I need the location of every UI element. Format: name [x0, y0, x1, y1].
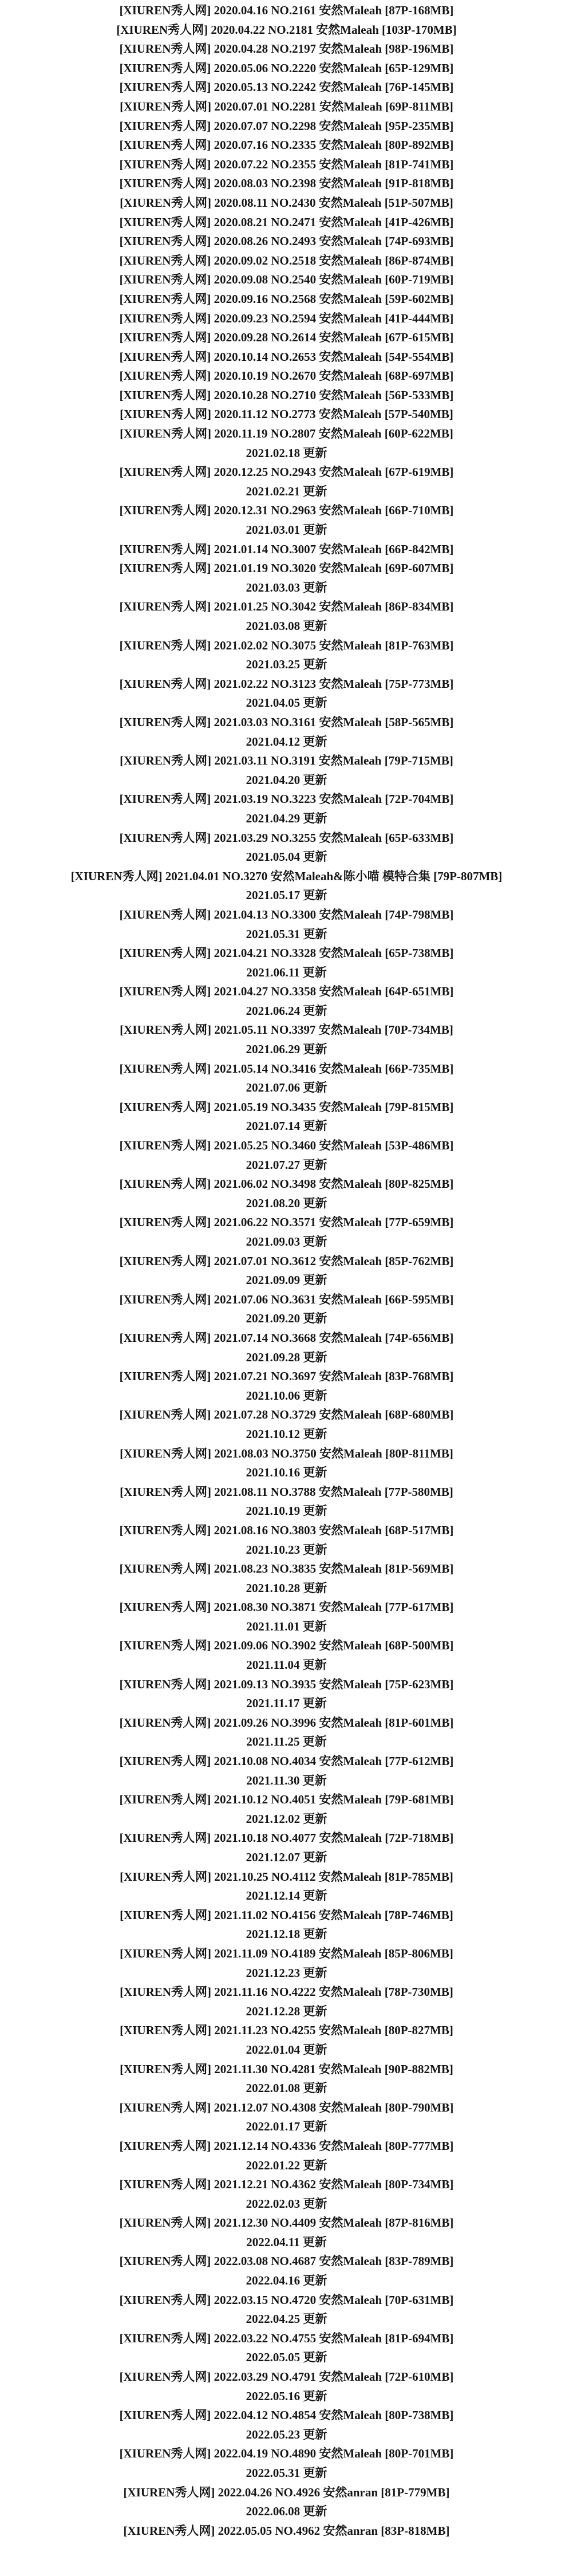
album-entry-line: [XIUREN秀人网] 2022.03.29 NO.4791 安然Maleah [72P-610MB] — [119, 2370, 454, 2384]
album-entry-line: [XIUREN秀人网] 2020.10.19 NO.2670 安然Maleah [68P-697MB] — [119, 369, 454, 383]
update-date-line: 2021.12.28 更新 — [246, 2004, 327, 2018]
album-entry-line: [XIUREN秀人网] 2020.09.23 NO.2594 安然Maleah [41P-444MB] — [119, 311, 454, 325]
update-date-line: 2022.01.22 更新 — [246, 2158, 327, 2172]
album-entry-line: [XIUREN秀人网] 2021.08.16 NO.3803 安然Maleah [68P-517MB] — [119, 1523, 454, 1537]
update-date-line: 2021.11.30 更新 — [246, 1773, 327, 1787]
update-date-line: 2021.03.03 更新 — [246, 580, 327, 594]
album-entry-line: [XIUREN秀人网] 2021.12.07 NO.4308 安然Maleah [80P-790MB] — [119, 2100, 454, 2114]
update-date-line: 2022.01.08 更新 — [246, 2081, 327, 2096]
album-entry-line: [XIUREN秀人网] 2022.04.12 NO.4854 安然Maleah [80P-738MB] — [119, 2408, 454, 2423]
album-entry-line: [XIUREN秀人网] 2022.05.05 NO.4962 安然anran [83P-818MB] — [123, 2523, 450, 2538]
update-date-line: 2021.11.04 更新 — [246, 1658, 327, 1672]
album-entry-line: [XIUREN秀人网] 2021.07.06 NO.3631 安然Maleah [66P-595MB] — [119, 1292, 454, 1306]
update-date-line: 2021.02.21 更新 — [246, 484, 327, 498]
album-entry-line: [XIUREN秀人网] 2021.11.09 NO.4189 安然Maleah [85P-806MB] — [120, 1946, 453, 1960]
update-date-line: 2021.07.06 更新 — [246, 1081, 327, 1095]
update-date-line: 2021.03.08 更新 — [246, 619, 327, 633]
album-entry-line: [XIUREN秀人网] 2021.08.03 NO.3750 安然Maleah [80P-811MB] — [120, 1446, 453, 1460]
update-date-line: 2022.05.23 更新 — [246, 2427, 327, 2441]
album-entry-line: [XIUREN秀人网] 2021.03.19 NO.3223 安然Maleah [72P-704MB] — [119, 792, 454, 806]
album-entry-line: [XIUREN秀人网] 2021.10.08 NO.4034 安然Maleah [77P-612MB] — [119, 1754, 454, 1768]
album-entry-line: [XIUREN秀人网] 2021.05.11 NO.3397 安然Maleah [70P-734MB] — [120, 1023, 453, 1037]
album-entry-line: [XIUREN秀人网] 2020.07.22 NO.2355 安然Maleah [81P-741MB] — [119, 157, 454, 171]
update-date-line: 2021.06.29 更新 — [246, 1042, 327, 1057]
update-date-line: 2021.04.05 更新 — [246, 696, 327, 710]
album-entry-line: [XIUREN秀人网] 2021.03.03 NO.3161 安然Maleah [58P-565MB] — [119, 715, 454, 729]
update-date-line: 2021.11.01 更新 — [246, 1619, 327, 1633]
album-entry-line: [XIUREN秀人网] 2020.07.01 NO.2281 安然Maleah [69P-811MB] — [120, 99, 453, 113]
album-entry-line: [XIUREN秀人网] 2021.04.13 NO.3300 安然Maleah [74P-798MB] — [119, 907, 454, 921]
album-entry-line: [XIUREN秀人网] 2021.11.16 NO.4222 安然Maleah [78P-730MB] — [120, 1985, 453, 1999]
album-entry-line: [XIUREN秀人网] 2021.02.02 NO.3075 安然Maleah [81P-763MB] — [119, 638, 454, 652]
album-entry-line: [XIUREN秀人网] 2021.02.22 NO.3123 安然Maleah [75P-773MB] — [119, 676, 454, 691]
album-entry-line: [XIUREN秀人网] 2021.06.22 NO.3571 安然Maleah [77P-659MB] — [119, 1215, 454, 1230]
album-entry-line: [XIUREN秀人网] 2022.04.26 NO.4926 安然anran [81P-779MB] — [123, 2485, 450, 2499]
update-date-line: 2022.05.16 更新 — [246, 2389, 327, 2403]
album-entry-line: [XIUREN秀人网] 2021.04.27 NO.3358 安然Maleah [64P-651MB] — [119, 984, 454, 999]
album-entry-line: [XIUREN秀人网] 2021.10.25 NO.4112 安然Maleah [81P-785MB] — [120, 1869, 453, 1884]
album-entry-line: [XIUREN秀人网] 2022.03.22 NO.4755 安然Maleah [81P-694MB] — [119, 2331, 454, 2345]
album-entry-line: [XIUREN秀人网] 2020.04.16 NO.2161 安然Maleah [87P-168MB] — [119, 3, 454, 17]
album-entry-line: [XIUREN秀人网] 2020.10.28 NO.2710 安然Maleah [56P-533MB] — [119, 388, 454, 402]
album-entry-line: [XIUREN秀人网] 2020.08.11 NO.2430 安然Maleah [51P-507MB] — [120, 195, 453, 210]
update-date-line: 2022.02.03 更新 — [246, 2196, 327, 2211]
update-date-line: 2022.04.25 更新 — [246, 2312, 327, 2326]
album-entry-line: [XIUREN秀人网] 2021.01.14 NO.3007 安然Maleah [66P-842MB] — [119, 542, 454, 556]
update-date-line: 2021.09.03 更新 — [246, 1235, 327, 1248]
album-entry-line: [XIUREN秀人网] 2021.12.21 NO.4362 安然Maleah [80P-734MB] — [119, 2177, 454, 2192]
update-date-line: 2021.10.23 更新 — [246, 1542, 327, 1557]
album-entry-line: [XIUREN秀人网] 2021.06.02 NO.3498 安然Maleah [80P-825MB] — [119, 1177, 454, 1191]
update-date-line: 2021.07.14 更新 — [246, 1119, 327, 1133]
update-date-line: 2021.12.23 更新 — [246, 1966, 327, 1980]
album-entry-line: [XIUREN秀人网] 2020.12.31 NO.2963 安然Maleah [66P-710MB] — [119, 503, 454, 518]
album-entry-line: [XIUREN秀人网] 2021.08.23 NO.3835 安然Maleah [81P-569MB] — [119, 1562, 454, 1576]
album-entry-line: [XIUREN秀人网] 2021.12.14 NO.4336 安然Maleah [80P-777MB] — [119, 2138, 454, 2153]
update-date-line: 2021.03.25 更新 — [246, 657, 327, 672]
album-entry-line: [XIUREN秀人网] 2020.12.25 NO.2943 安然Maleah [67P-619MB] — [119, 465, 454, 479]
album-entry-line: [XIUREN秀人网] 2021.11.23 NO.4255 安然Maleah [80P-827MB] — [120, 2023, 453, 2038]
update-date-line: 2021.10.06 更新 — [246, 1388, 327, 1403]
album-entry-line: [XIUREN秀人网] 2021.03.29 NO.3255 安然Maleah [65P-633MB] — [119, 830, 454, 845]
update-date-line: 2021.08.20 更新 — [246, 1196, 327, 1210]
update-date-line: 2021.09.28 更新 — [246, 1350, 327, 1364]
update-date-line: 2021.10.19 更新 — [246, 1504, 327, 1518]
album-entry-line: [XIUREN秀人网] 2021.04.01 NO.3270 安然Maleah&陈小喵 模特合集 [79P-807MB] — [70, 869, 503, 883]
album-entry-line: [XIUREN秀人网] 2020.04.22 NO.2181 安然Maleah [103P-170MB] — [116, 22, 457, 37]
album-entry-line: [XIUREN秀人网] 2022.03.15 NO.4720 安然Maleah [70P-631MB] — [119, 2293, 454, 2307]
update-date-line: 2021.12.02 更新 — [246, 1811, 327, 1826]
album-entry-line: [XIUREN秀人网] 2021.05.25 NO.3460 安然Maleah [53P-486MB] — [119, 1139, 454, 1153]
update-date-line: 2022.05.05 更新 — [246, 2350, 327, 2365]
update-date-line: 2022.05.31 更新 — [246, 2466, 327, 2480]
update-date-line: 2021.10.16 更新 — [246, 1466, 327, 1480]
album-entry-line: [XIUREN秀人网] 2021.01.19 NO.3020 安然Maleah [69P-607MB] — [119, 561, 454, 576]
update-date-line: 2021.10.12 更新 — [246, 1427, 327, 1441]
update-date-line: 2021.05.04 更新 — [246, 850, 327, 864]
update-date-line: 2022.06.08 更新 — [246, 2504, 327, 2519]
album-entry-line: [XIUREN秀人网] 2021.09.13 NO.3935 安然Maleah [75P-623MB] — [119, 1677, 454, 1691]
update-date-line: 2022.04.11 更新 — [246, 2235, 327, 2249]
album-entry-line: [XIUREN秀人网] 2021.09.26 NO.3996 安然Maleah [81P-601MB] — [119, 1715, 454, 1730]
update-date-line: 2021.10.28 更新 — [246, 1581, 327, 1595]
album-entry-line: [XIUREN秀人网] 2020.11.19 NO.2807 安然Maleah [60P-622MB] — [120, 427, 453, 441]
update-date-line: 2021.05.31 更新 — [246, 927, 327, 941]
update-date-line: 2022.01.17 更新 — [246, 2120, 327, 2134]
album-entry-line: [XIUREN秀人网] 2021.08.11 NO.3788 安然Maleah [77P-580MB] — [120, 1484, 453, 1499]
update-date-line: 2022.01.04 更新 — [246, 2042, 327, 2057]
update-date-line: 2021.12.18 更新 — [246, 1927, 327, 1941]
album-entry-line: [XIUREN秀人网] 2021.07.01 NO.3612 安然Maleah [85P-762MB] — [119, 1254, 454, 1268]
album-entry-line: [XIUREN秀人网] 2020.07.16 NO.2335 安然Maleah [80P-892MB] — [119, 138, 454, 152]
album-entry-line: [XIUREN秀人网] 2020.08.21 NO.2471 安然Maleah [41P-426MB] — [119, 215, 454, 229]
album-entry-line: [XIUREN秀人网] 2021.11.30 NO.4281 安然Maleah [90P-882MB] — [120, 2062, 453, 2076]
album-entry-line: [XIUREN秀人网] 2021.03.11 NO.3191 安然Maleah [79P-715MB] — [120, 754, 453, 768]
update-date-line: 2021.03.01 更新 — [246, 523, 327, 537]
album-entry-line: [XIUREN秀人网] 2020.04.28 NO.2197 安然Maleah [98P-196MB] — [119, 42, 454, 56]
update-date-line: 2021.11.25 更新 — [246, 1735, 327, 1749]
update-date-line: 2021.02.18 更新 — [246, 446, 327, 460]
album-entry-line: [XIUREN秀人网] 2021.07.21 NO.3697 安然Maleah [83P-768MB] — [119, 1369, 454, 1384]
update-date-line: 2021.06.11 更新 — [246, 965, 327, 979]
album-entry-line: [XIUREN秀人网] 2020.08.03 NO.2398 安然Maleah [91P-818MB] — [119, 176, 454, 191]
album-entry-line: [XIUREN秀人网] 2021.07.28 NO.3729 安然Maleah [68P-680MB] — [119, 1408, 454, 1422]
album-entry-line: [XIUREN秀人网] 2020.11.12 NO.2773 安然Maleah [57P-540MB] — [120, 407, 453, 422]
album-entry-line: [XIUREN秀人网] 2020.09.16 NO.2568 安然Maleah [59P-602MB] — [119, 292, 454, 306]
album-entry-line: [XIUREN秀人网] 2021.07.14 NO.3668 安然Maleah [74P-656MB] — [119, 1330, 454, 1345]
update-date-line: 2021.04.29 更新 — [246, 811, 327, 825]
album-entry-line: [XIUREN秀人网] 2021.09.06 NO.3902 安然Maleah [68P-500MB] — [119, 1638, 454, 1653]
album-entry-line: [XIUREN秀人网] 2021.04.21 NO.3328 安然Maleah [65P-738MB] — [119, 946, 454, 960]
update-date-line: 2021.05.17 更新 — [246, 888, 327, 903]
album-entry-line: [XIUREN秀人网] 2020.09.28 NO.2614 安然Maleah [67P-615MB] — [119, 330, 454, 345]
update-date-line: 2021.07.27 更新 — [246, 1157, 327, 1172]
album-entry-line: [XIUREN秀人网] 2020.09.02 NO.2518 安然Maleah [86P-874MB] — [119, 253, 454, 267]
update-date-line: 2021.09.09 更新 — [246, 1273, 327, 1287]
album-entry-line: [XIUREN秀人网] 2021.05.19 NO.3435 安然Maleah [79P-815MB] — [119, 1100, 454, 1114]
update-date-line: 2021.09.20 更新 — [246, 1311, 327, 1326]
update-date-line: 2021.06.24 更新 — [246, 1003, 327, 1018]
update-date-line: 2021.11.17 更新 — [246, 1696, 327, 1711]
album-entry-line: [XIUREN秀人网] 2021.08.30 NO.3871 安然Maleah [77P-617MB] — [119, 1600, 454, 1614]
update-date-line: 2021.12.14 更新 — [246, 1889, 327, 1903]
album-entry-line: [XIUREN秀人网] 2021.11.02 NO.4156 安然Maleah [78P-746MB] — [120, 1908, 453, 1922]
album-entry-line: [XIUREN秀人网] 2020.05.06 NO.2220 安然Maleah [65P-129MB] — [119, 61, 454, 75]
album-entry-line: [XIUREN秀人网] 2021.10.18 NO.4077 安然Maleah [72P-718MB] — [119, 1831, 454, 1845]
album-entry-line: [XIUREN秀人网] 2020.09.08 NO.2540 安然Maleah [60P-719MB] — [119, 273, 454, 287]
album-entry-line: [XIUREN秀人网] 2020.05.13 NO.2242 安然Maleah [76P-145MB] — [119, 80, 454, 94]
update-date-line: 2021.04.12 更新 — [246, 734, 327, 749]
album-entry-line: [XIUREN秀人网] 2020.10.14 NO.2653 安然Maleah [54P-554MB] — [119, 349, 454, 364]
album-entry-line: [XIUREN秀人网] 2021.10.12 NO.4051 安然Maleah [79P-681MB] — [119, 1793, 454, 1807]
album-entry-line: [XIUREN秀人网] 2020.08.26 NO.2493 安然Maleah [74P-693MB] — [119, 234, 454, 249]
update-date-line: 2022.04.16 更新 — [246, 2274, 327, 2288]
album-entry-line: [XIUREN秀人网] 2021.05.14 NO.3416 安然Maleah [66P-735MB] — [119, 1061, 454, 1076]
album-entry-line: [XIUREN秀人网] 2020.07.07 NO.2298 安然Maleah [95P-235MB] — [119, 119, 454, 133]
album-entry-line: [XIUREN秀人网] 2021.12.30 NO.4409 安然Maleah [87P-816MB] — [119, 2216, 454, 2230]
album-entry-line: [XIUREN秀人网] 2022.03.08 NO.4687 安然Maleah [83P-789MB] — [119, 2254, 454, 2268]
album-entry-line: [XIUREN秀人网] 2021.01.25 NO.3042 安然Maleah [86P-834MB] — [119, 600, 454, 614]
update-date-line: 2021.12.07 更新 — [246, 1850, 327, 1864]
update-date-line: 2021.04.20 更新 — [246, 773, 327, 787]
album-entry-line: [XIUREN秀人网] 2022.04.19 NO.4890 安然Maleah [80P-701MB] — [119, 2447, 454, 2461]
